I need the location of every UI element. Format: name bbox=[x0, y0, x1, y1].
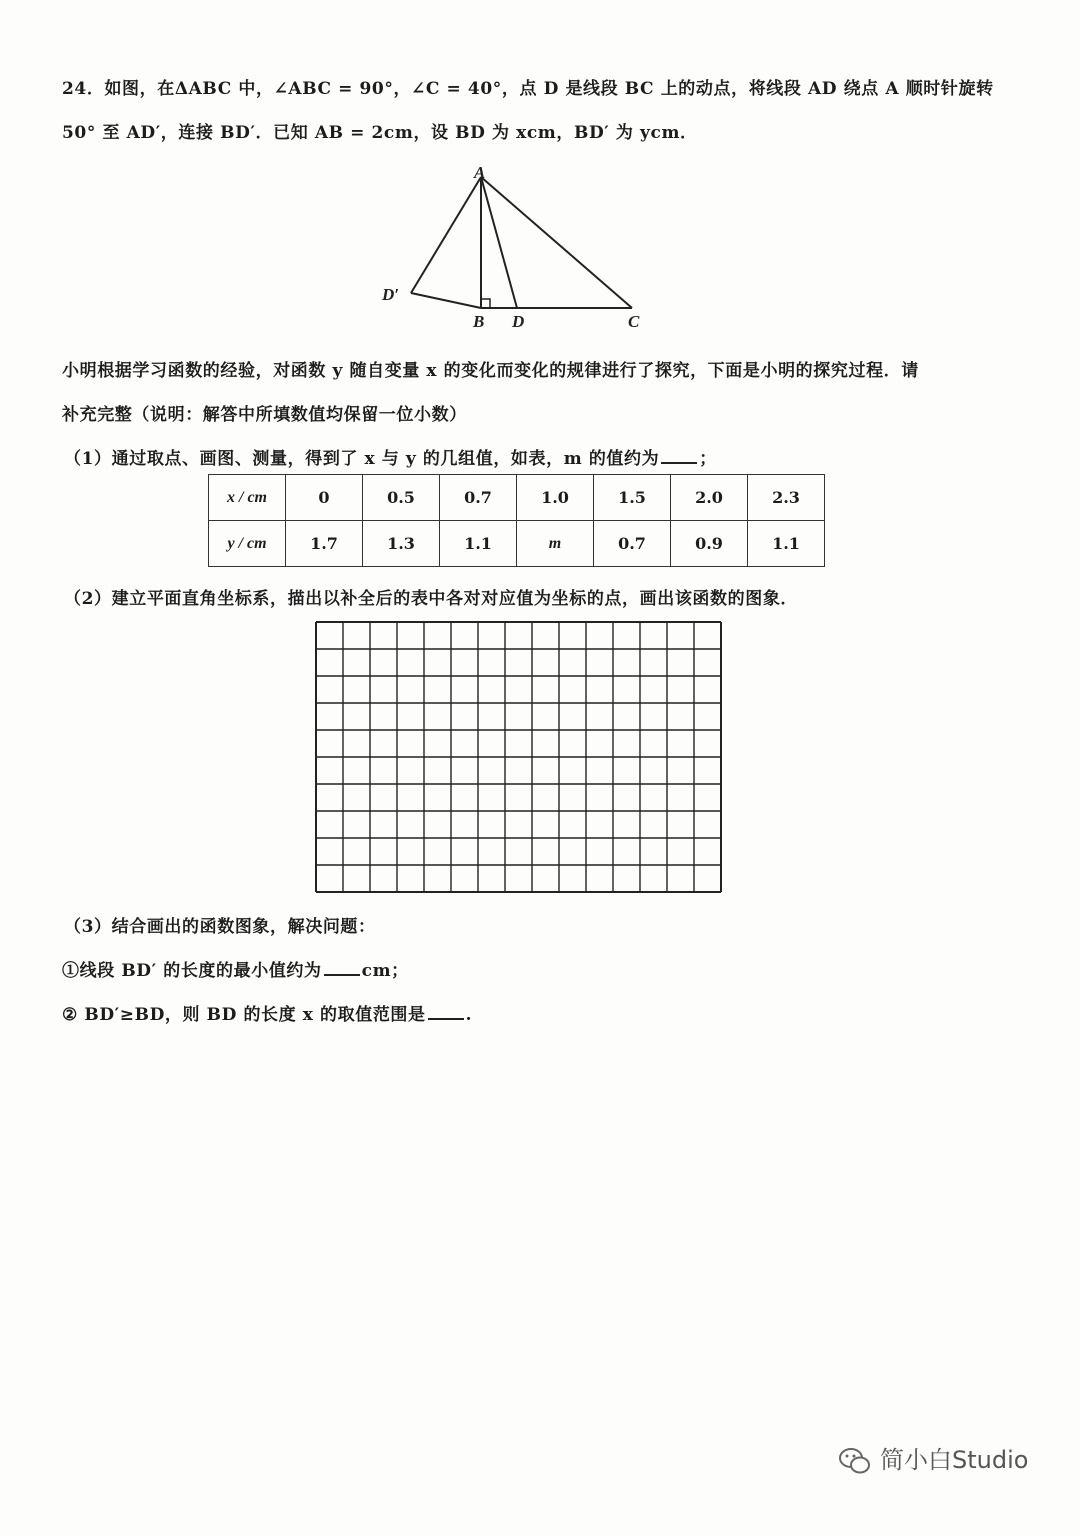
table-cell: 0.9 bbox=[671, 521, 748, 567]
part1-question bbox=[64, 444, 717, 469]
triangle-figure bbox=[360, 160, 660, 335]
graph-grid[interactable] bbox=[314, 620, 730, 894]
table-row-x bbox=[209, 475, 825, 521]
problem-line-2: 50° 至 AD′，连接 BD′．已知 AB = 2cm，设 BD 为 xcm，BD′ 为 ycm． bbox=[62, 123, 698, 143]
table-cell: 1.3 bbox=[363, 521, 440, 567]
q2-suffix: . bbox=[465, 1005, 473, 1025]
segment-AD-prime bbox=[411, 177, 481, 293]
answer-blank-m[interactable] bbox=[661, 448, 697, 464]
table-cell: 0.5 bbox=[363, 475, 440, 521]
part3-q2 bbox=[62, 1000, 472, 1025]
table-cell: 1.7 bbox=[286, 521, 363, 567]
table-cell: 0.7 bbox=[440, 475, 517, 521]
table-cell: 1.5 bbox=[594, 475, 671, 521]
table-cell: 0.7 bbox=[594, 521, 671, 567]
part3-q1 bbox=[62, 956, 409, 981]
watermark-text: 简小白Studio bbox=[880, 1446, 1029, 1474]
table-cell: 1.0 bbox=[517, 475, 594, 521]
intro-line-1: 小明根据学习函数的经验，对函数 y 随自变量 x 的变化而变化的规律进行了探究，下面是小明的探究过程．请 bbox=[62, 361, 919, 381]
intro-line-2: 补充完整（说明：解答中所填数值均保留一位小数） bbox=[62, 405, 467, 425]
answer-blank-min-length[interactable] bbox=[324, 960, 360, 976]
part2-text: （2）建立平面直角坐标系，描出以补全后的表中各对对应值为坐标的点，画出该函数的图象． bbox=[64, 589, 799, 609]
watermark bbox=[838, 1440, 1028, 1476]
table-cell: 2.0 bbox=[671, 475, 748, 521]
label-D: D bbox=[512, 312, 525, 331]
table-header-x: x / cm bbox=[209, 475, 286, 521]
answer-blank-range[interactable] bbox=[428, 1004, 464, 1020]
segment-AD bbox=[481, 177, 517, 308]
table-cell: 1.1 bbox=[748, 521, 825, 567]
value-table bbox=[208, 474, 825, 567]
part3-text: （3）结合画出的函数图象，解决问题： bbox=[64, 917, 376, 937]
segment-AC bbox=[481, 177, 632, 308]
segment-D-prime-B bbox=[411, 293, 481, 308]
part1-tail: ； bbox=[699, 449, 717, 469]
wechat-icon bbox=[838, 1446, 872, 1476]
label-A: A bbox=[474, 163, 486, 182]
table-cell: 1.1 bbox=[440, 521, 517, 567]
part1-text: （1）通过取点、画图、测量，得到了 x 与 y 的几组值，如表，m 的值约为 bbox=[64, 449, 660, 469]
label-D-prime: D′ bbox=[382, 285, 400, 304]
q1-suffix: cm； bbox=[361, 961, 409, 981]
table-cell: 2.3 bbox=[748, 475, 825, 521]
table-header-y: y / cm bbox=[209, 521, 286, 567]
table-cell: 0 bbox=[286, 475, 363, 521]
table-row-y bbox=[209, 521, 825, 567]
problem-line-1: 24．如图，在ΔABC 中，∠ABC = 90°，∠C = 40°，点 D 是线段 BC 上的动点，将线段 AD 绕点 A 顺时针旋转 bbox=[62, 79, 994, 99]
q2-prefix: ② BD′≥BD，则 BD 的长度 x 的取值范围是 bbox=[62, 1005, 426, 1025]
label-B: B bbox=[473, 312, 485, 331]
right-angle-mark bbox=[481, 299, 490, 308]
table-cell-m: m bbox=[517, 521, 594, 567]
label-C: C bbox=[628, 312, 640, 331]
q1-prefix: ①线段 BD′ 的长度的最小值约为 bbox=[62, 961, 322, 981]
